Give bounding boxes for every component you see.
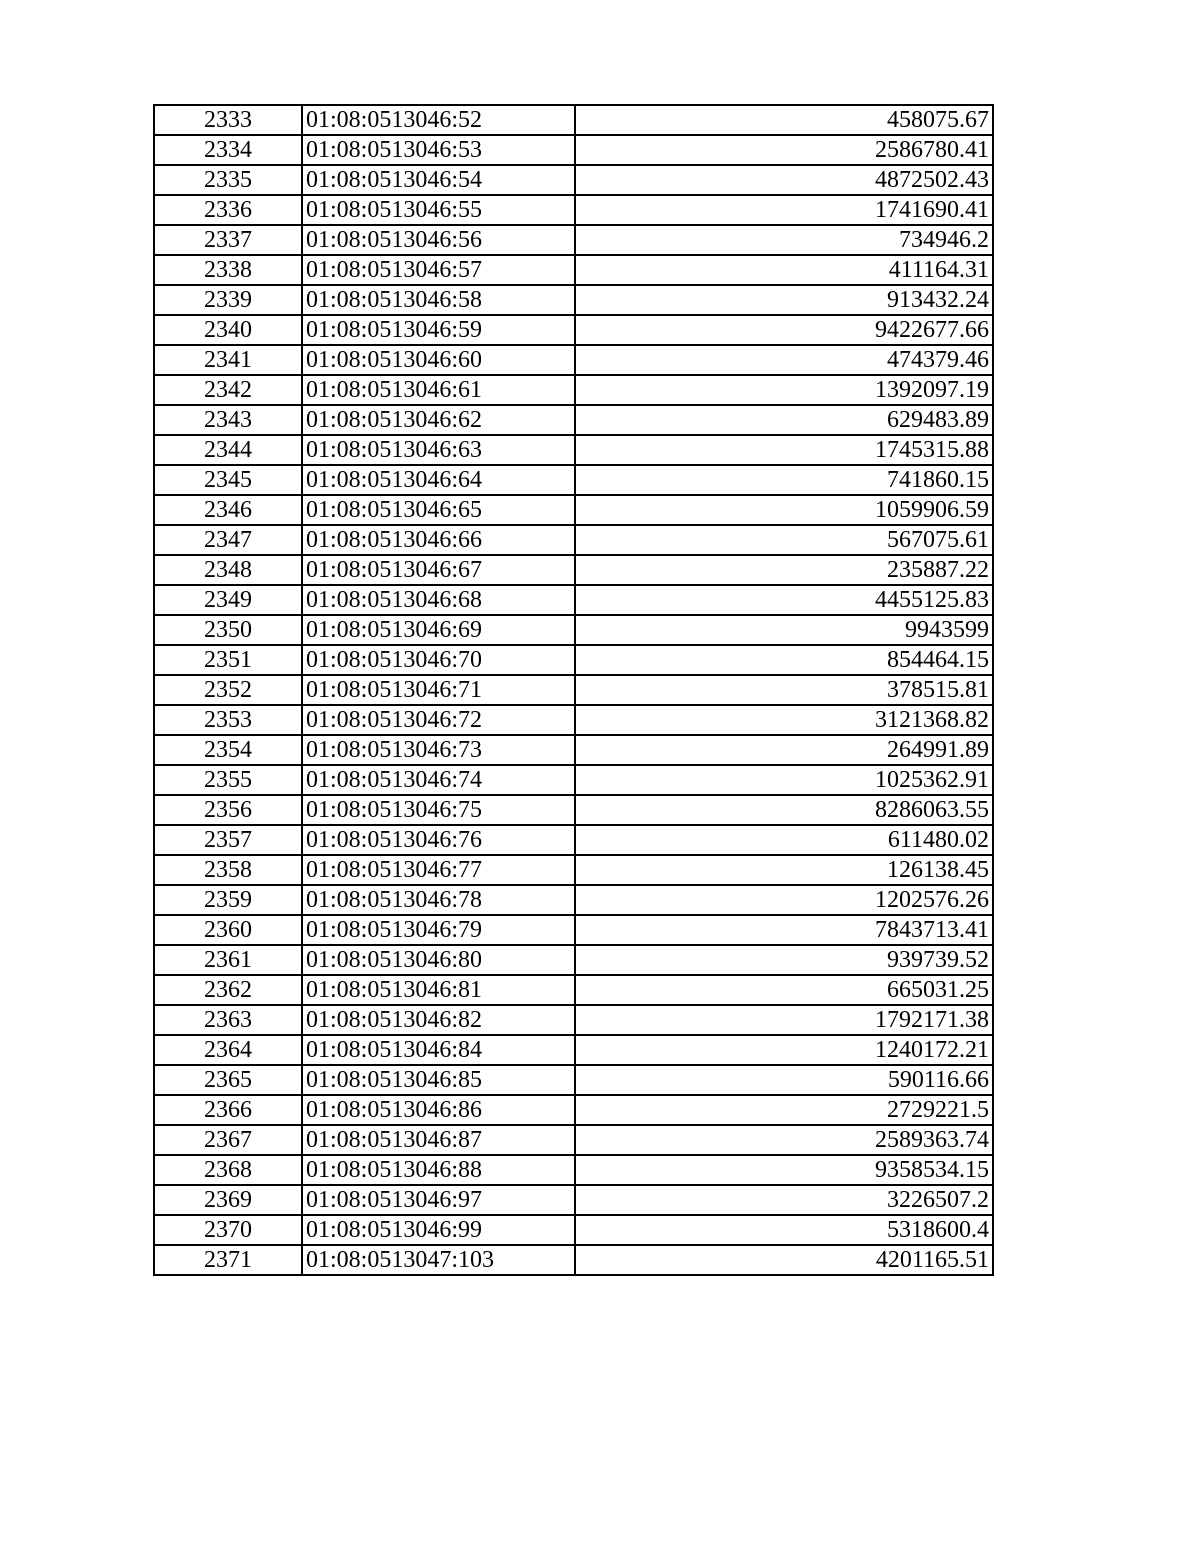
row-number-cell: 2334	[154, 135, 302, 165]
row-number-cell: 2339	[154, 285, 302, 315]
value-cell: 1240172.21	[575, 1035, 993, 1065]
cadastral-number-cell: 01:08:0513046:84	[302, 1035, 575, 1065]
table-row	[154, 525, 993, 555]
row-number-cell: 2348	[154, 555, 302, 585]
table-row	[154, 705, 993, 735]
value-cell: 854464.15	[575, 645, 993, 675]
row-number-cell: 2343	[154, 405, 302, 435]
value-cell: 458075.67	[575, 105, 993, 135]
row-number-cell: 2360	[154, 915, 302, 945]
table-row	[154, 315, 993, 345]
row-number-cell: 2367	[154, 1125, 302, 1155]
row-number-cell: 2346	[154, 495, 302, 525]
table-row	[154, 195, 993, 225]
cadastral-number-cell: 01:08:0513046:82	[302, 1005, 575, 1035]
row-number-cell: 2355	[154, 765, 302, 795]
row-number-cell: 2337	[154, 225, 302, 255]
cadastral-number-cell: 01:08:0513046:71	[302, 675, 575, 705]
row-number-cell: 2371	[154, 1245, 302, 1275]
row-number-cell: 2362	[154, 975, 302, 1005]
cadastral-number-cell: 01:08:0513046:63	[302, 435, 575, 465]
value-cell: 1025362.91	[575, 765, 993, 795]
table-row	[154, 975, 993, 1005]
table-row	[154, 225, 993, 255]
row-number-cell: 2357	[154, 825, 302, 855]
table-row	[154, 465, 993, 495]
value-cell: 1745315.88	[575, 435, 993, 465]
table-row	[154, 165, 993, 195]
row-number-cell: 2358	[154, 855, 302, 885]
row-number-cell: 2338	[154, 255, 302, 285]
table-row	[154, 1005, 993, 1035]
table-row	[154, 285, 993, 315]
cadastral-number-cell: 01:08:0513046:99	[302, 1215, 575, 1245]
table-row	[154, 825, 993, 855]
table-row	[154, 495, 993, 525]
cadastral-number-cell: 01:08:0513046:66	[302, 525, 575, 555]
row-number-cell: 2352	[154, 675, 302, 705]
table-row	[154, 615, 993, 645]
row-number-cell: 2340	[154, 315, 302, 345]
value-cell: 1792171.38	[575, 1005, 993, 1035]
row-number-cell: 2353	[154, 705, 302, 735]
record-table-body	[154, 105, 993, 1275]
row-number-cell: 2368	[154, 1155, 302, 1185]
value-cell: 567075.61	[575, 525, 993, 555]
value-cell: 2589363.74	[575, 1125, 993, 1155]
value-cell: 474379.46	[575, 345, 993, 375]
cadastral-number-cell: 01:08:0513046:78	[302, 885, 575, 915]
row-number-cell: 2341	[154, 345, 302, 375]
cadastral-number-cell: 01:08:0513046:56	[302, 225, 575, 255]
row-number-cell: 2351	[154, 645, 302, 675]
value-cell: 9422677.66	[575, 315, 993, 345]
cadastral-number-cell: 01:08:0513046:76	[302, 825, 575, 855]
value-cell: 734946.2	[575, 225, 993, 255]
table-row	[154, 255, 993, 285]
cadastral-number-cell: 01:08:0513046:79	[302, 915, 575, 945]
value-cell: 2729221.5	[575, 1095, 993, 1125]
row-number-cell: 2369	[154, 1185, 302, 1215]
value-cell: 1059906.59	[575, 495, 993, 525]
table-row	[154, 585, 993, 615]
cadastral-number-cell: 01:08:0513046:57	[302, 255, 575, 285]
row-number-cell: 2361	[154, 945, 302, 975]
cadastral-number-cell: 01:08:0513046:64	[302, 465, 575, 495]
value-cell: 590116.66	[575, 1065, 993, 1095]
value-cell: 3121368.82	[575, 705, 993, 735]
cadastral-number-cell: 01:08:0513046:54	[302, 165, 575, 195]
cadastral-number-cell: 01:08:0513046:74	[302, 765, 575, 795]
value-cell: 939739.52	[575, 945, 993, 975]
value-cell: 2586780.41	[575, 135, 993, 165]
value-cell: 4201165.51	[575, 1245, 993, 1275]
value-cell: 741860.15	[575, 465, 993, 495]
table-row	[154, 675, 993, 705]
value-cell: 378515.81	[575, 675, 993, 705]
table-row	[154, 915, 993, 945]
cadastral-number-cell: 01:08:0513046:69	[302, 615, 575, 645]
cadastral-number-cell: 01:08:0513046:52	[302, 105, 575, 135]
table-row	[154, 1125, 993, 1155]
table-row	[154, 945, 993, 975]
value-cell: 126138.45	[575, 855, 993, 885]
cadastral-number-cell: 01:08:0513046:77	[302, 855, 575, 885]
cadastral-number-cell: 01:08:0513046:72	[302, 705, 575, 735]
cadastral-number-cell: 01:08:0513046:60	[302, 345, 575, 375]
table-row	[154, 765, 993, 795]
row-number-cell: 2356	[154, 795, 302, 825]
value-cell: 235887.22	[575, 555, 993, 585]
cadastral-number-cell: 01:08:0513046:87	[302, 1125, 575, 1155]
table-row	[154, 405, 993, 435]
table-row	[154, 375, 993, 405]
table-row	[154, 345, 993, 375]
table-row	[154, 555, 993, 585]
table-row	[154, 1215, 993, 1245]
value-cell: 411164.31	[575, 255, 993, 285]
row-number-cell: 2364	[154, 1035, 302, 1065]
cadastral-number-cell: 01:08:0513046:81	[302, 975, 575, 1005]
table-row	[154, 1095, 993, 1125]
cadastral-number-cell: 01:08:0513046:65	[302, 495, 575, 525]
table-row	[154, 855, 993, 885]
table-row	[154, 435, 993, 465]
row-number-cell: 2354	[154, 735, 302, 765]
row-number-cell: 2336	[154, 195, 302, 225]
cadastral-number-cell: 01:08:0513046:86	[302, 1095, 575, 1125]
table-row	[154, 645, 993, 675]
value-cell: 9943599	[575, 615, 993, 645]
cadastral-number-cell: 01:08:0513046:58	[302, 285, 575, 315]
cadastral-number-cell: 01:08:0513046:61	[302, 375, 575, 405]
cadastral-number-cell: 01:08:0513046:85	[302, 1065, 575, 1095]
table-row	[154, 1185, 993, 1215]
cadastral-number-cell: 01:08:0513046:59	[302, 315, 575, 345]
cadastral-number-cell: 01:08:0513046:70	[302, 645, 575, 675]
cadastral-number-cell: 01:08:0513046:75	[302, 795, 575, 825]
cadastral-number-cell: 01:08:0513046:68	[302, 585, 575, 615]
value-cell: 4872502.43	[575, 165, 993, 195]
table-row	[154, 735, 993, 765]
table-row	[154, 885, 993, 915]
row-number-cell: 2335	[154, 165, 302, 195]
table-row	[154, 795, 993, 825]
row-number-cell: 2333	[154, 105, 302, 135]
value-cell: 665031.25	[575, 975, 993, 1005]
table-row	[154, 135, 993, 165]
row-number-cell: 2350	[154, 615, 302, 645]
value-cell: 3226507.2	[575, 1185, 993, 1215]
value-cell: 611480.02	[575, 825, 993, 855]
cadastral-number-cell: 01:08:0513046:62	[302, 405, 575, 435]
row-number-cell: 2347	[154, 525, 302, 555]
table-row	[154, 105, 993, 135]
value-cell: 1741690.41	[575, 195, 993, 225]
table-row	[154, 1155, 993, 1185]
value-cell: 913432.24	[575, 285, 993, 315]
row-number-cell: 2359	[154, 885, 302, 915]
value-cell: 1392097.19	[575, 375, 993, 405]
row-number-cell: 2366	[154, 1095, 302, 1125]
value-cell: 7843713.41	[575, 915, 993, 945]
value-cell: 629483.89	[575, 405, 993, 435]
row-number-cell: 2370	[154, 1215, 302, 1245]
row-number-cell: 2363	[154, 1005, 302, 1035]
cadastral-number-cell: 01:08:0513047:103	[302, 1245, 575, 1275]
cadastral-number-cell: 01:08:0513046:55	[302, 195, 575, 225]
row-number-cell: 2365	[154, 1065, 302, 1095]
cadastral-number-cell: 01:08:0513046:97	[302, 1185, 575, 1215]
value-cell: 4455125.83	[575, 585, 993, 615]
value-cell: 264991.89	[575, 735, 993, 765]
cadastral-number-cell: 01:08:0513046:73	[302, 735, 575, 765]
row-number-cell: 2344	[154, 435, 302, 465]
cadastral-number-cell: 01:08:0513046:80	[302, 945, 575, 975]
table-row	[154, 1245, 993, 1275]
table-row	[154, 1065, 993, 1095]
cadastral-number-cell: 01:08:0513046:67	[302, 555, 575, 585]
value-cell: 8286063.55	[575, 795, 993, 825]
record-table	[153, 104, 994, 1276]
value-cell: 9358534.15	[575, 1155, 993, 1185]
value-cell: 1202576.26	[575, 885, 993, 915]
table-row	[154, 1035, 993, 1065]
row-number-cell: 2349	[154, 585, 302, 615]
cadastral-number-cell: 01:08:0513046:53	[302, 135, 575, 165]
row-number-cell: 2345	[154, 465, 302, 495]
cadastral-number-cell: 01:08:0513046:88	[302, 1155, 575, 1185]
row-number-cell: 2342	[154, 375, 302, 405]
value-cell: 5318600.4	[575, 1215, 993, 1245]
